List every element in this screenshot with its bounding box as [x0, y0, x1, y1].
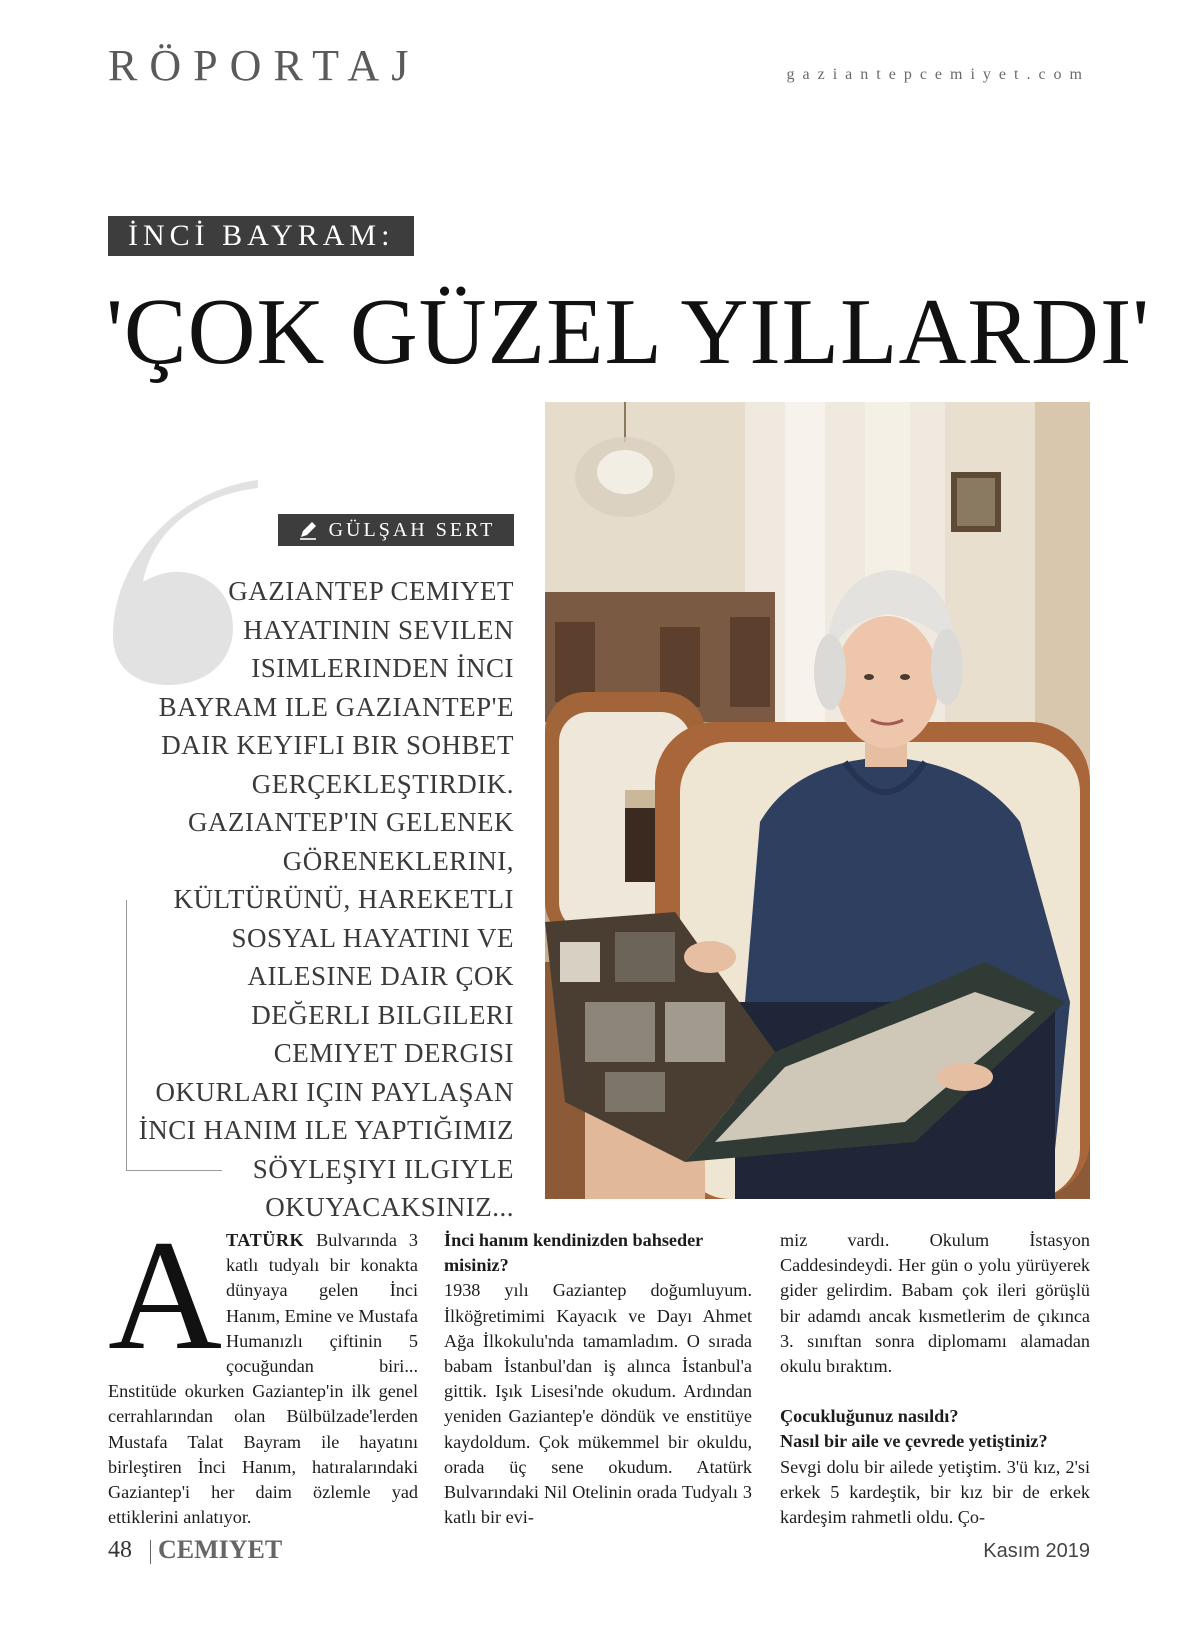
answer-1: 1938 yılı Gaziantep doğumluyum. İlköğretimimi Kayacık ve Dayı Ahmet Ağa İlkokulu'nda tamamladım. O sırada babam İstanbul'dan iş alınca İstanbul'a gittik. Işık Lisesi'nde okudum. Ardından yeniden Gaziantep'e döndük ve enstitüye kaydoldum. Çok mükemmel bir okuldu, orada üç sene okudum. Atatürk Bulvarındaki Nil Otelinin orada Tudyalı 3 katlı bir evi- — [444, 1280, 752, 1528]
interview-photo — [545, 402, 1090, 1199]
site-url[interactable]: gaziantepcemiyet.com — [786, 66, 1090, 83]
lead-paragraph: GAZIANTEP CEMIYET HAYATININ SEVILEN ISIMLERINDEN İNCI BAYRAM ILE GAZIANTEP'E DAIR KEYIFLI BIR SOHBET GERÇEKLEŞTIRDIK. GAZIANTEP'IN GELENEK GÖRENEKLERINI, KÜLTÜRÜNÜ, HAREKETLI SOSYAL HAYATINI VE AILESINE DAIR ÇOK DEĞERLI BILGILERI CEMIYET DERGISI OKURLARI IÇIN PAYLAŞAN İNCI HANIM ILE YAPTIĞIMIZ SÖYLEŞIYI ILGIYLE OKUYACAKSINIZ... — [138, 576, 514, 1222]
lead-rule-horizontal — [126, 1170, 222, 1171]
drop-cap: A — [108, 1208, 223, 1383]
question-2b: Nasıl bir aile ve çevrede yetiştiniz? — [780, 1431, 1048, 1452]
author-label — [278, 514, 514, 546]
author-name: GÜLŞAH SERT — [328, 518, 496, 541]
issue-date: Kasım 2019 — [983, 1540, 1090, 1562]
body-column-1 — [108, 1208, 418, 1530]
body-column-3 — [780, 1228, 1090, 1530]
section-title: RÖPORTAJ — [108, 41, 421, 90]
intro-strong: TATÜRK — [226, 1230, 305, 1250]
body-column-2 — [444, 1228, 752, 1530]
answer-2: Sevgi dolu bir ailede yetiştim. 3'ü kız, 2'si erkek 5 kardeştik, bir kız bir de erkek kardeşim rahmetli oldu. Ço- — [780, 1456, 1090, 1528]
headline: 'ÇOK GÜZEL YILLARDI' — [106, 280, 1151, 384]
kicker-label: İNCİ BAYRAM: — [108, 216, 414, 256]
footer-divider — [150, 1540, 151, 1564]
answer-1-continued: miz vardı. Okulum İstasyon Caddesindeydi. Her gün o yolu yürüyerek gider gelirdim. Babam çok ileri görüşlü bir adamdı ancak kısmetlerim de çıkınca 3. sınıftan sonra diplomamı alamadan okulu bıraktım. — [780, 1230, 1090, 1377]
question-1: İnci hanım kendinizden bahseder misiniz? — [444, 1230, 703, 1276]
lead-rule-vertical — [126, 900, 127, 1170]
magazine-name: CEMIYET — [158, 1535, 283, 1564]
pen-icon — [297, 519, 319, 541]
intro-text: Bulvarında 3 katlı tudyalı bir konakta dünyaya gelen İnci Hanım, Emine ve Mustafa Humanızlı çiftinin 5 çocuğundan biri... Enstitüde okurken Gaziantep'in ilk genel cerrahlarından olan Bülbülzade'lerden Mustafa Talat Bayram ile hayatını birleştiren İnci Hanım, hatıralarındaki Gaziantep'i her daim özlemle yad ettiklerini anlatıyor. — [108, 1230, 418, 1528]
question-2a: Çocukluğunuz nasıldı? — [780, 1406, 959, 1427]
page-number: 48 — [108, 1537, 132, 1563]
